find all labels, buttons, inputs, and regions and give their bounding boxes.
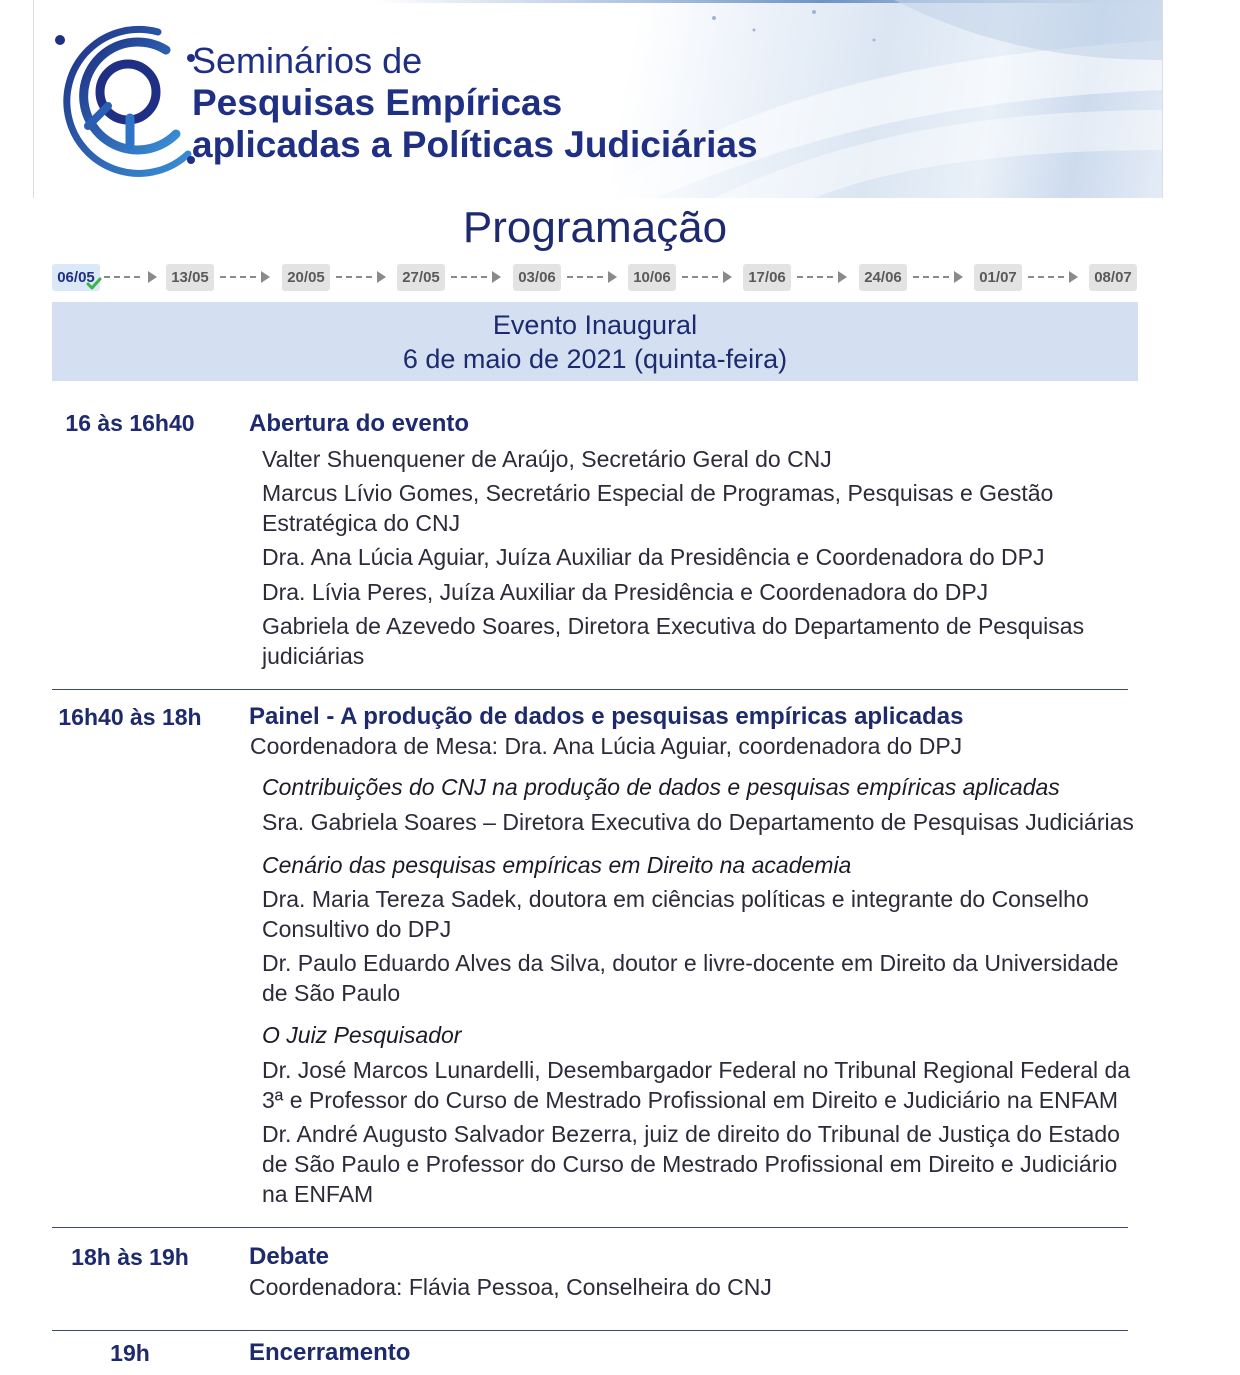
slot-title: Debate [249, 1243, 330, 1270]
speaker-line: de São Paulo [262, 980, 401, 1006]
timeline-date-label: 27/05 [402, 269, 440, 286]
coordinator-line: Coordenadora: Flávia Pessoa, Conselheira do CNJ [249, 1274, 772, 1300]
arrow-right-icon [492, 271, 501, 283]
slot-time: 18h às 19h [71, 1244, 189, 1270]
coordinator-line: Coordenadora de Mesa: Dra. Ana Lúcia Aguiar, coordenadora do DPJ [250, 733, 963, 759]
speaker-line: Gabriela de Azevedo Soares, Diretora Executiva do Departamento de Pesquisas [262, 613, 1085, 639]
speaker-line: Valter Shuenquener de Araújo, Secretário Geral do CNJ [262, 446, 832, 472]
timeline-connector [797, 276, 835, 278]
arrow-right-icon [954, 271, 963, 283]
arrow-right-icon [838, 271, 847, 283]
timeline-date[interactable] [628, 264, 676, 291]
slot-time: 16h40 às 18h [58, 704, 202, 730]
topic-title: Contribuições do CNJ na produção de dados e pesquisas empíricas aplicadas [262, 774, 1060, 800]
timeline-connector [451, 276, 489, 278]
speaker-line: Dra. Lívia Peres, Juíza Auxiliar da Presidência e Coordenadora do DPJ [262, 579, 989, 605]
topic-title: O Juiz Pesquisador [262, 1022, 462, 1048]
timeline-date-label: 03/06 [518, 269, 556, 286]
arrow-right-icon [148, 271, 157, 283]
timeline-date[interactable] [282, 264, 330, 291]
slot-time: 16 às 16h40 [65, 410, 195, 436]
row-divider [52, 689, 1128, 690]
banner-title-line-1: Seminários de [192, 40, 423, 81]
banner-title-line-2: Pesquisas Empíricas [192, 82, 563, 123]
timeline-date-active[interactable] [52, 264, 100, 291]
timeline-date-label: 08/07 [1094, 269, 1132, 286]
timeline-date[interactable] [859, 264, 907, 291]
timeline-date[interactable] [1089, 264, 1137, 291]
timeline-connector [567, 276, 605, 278]
speaker-line: Consultivo do DPJ [262, 916, 452, 942]
speaker-line: Dr. Paulo Eduardo Alves da Silva, doutor e livre-docente em Direito da Universidade [262, 950, 1119, 976]
speaker-line: na ENFAM [262, 1181, 374, 1207]
timeline-date[interactable] [513, 264, 561, 291]
banner-title-line-3: aplicadas a Políticas Judiciárias [192, 124, 758, 165]
slot-title: Encerramento [249, 1339, 411, 1366]
speaker-line: 3ª e Professor do Curso de Mestrado Profissional em Direito e Judiciário na ENFAM [262, 1087, 1119, 1113]
slot-title: Abertura do evento [249, 410, 470, 437]
speaker-line: Dr. André Augusto Salvador Bezerra, juiz de direito do Tribunal de Justiça do Estado [262, 1121, 1120, 1147]
header-banner [33, 0, 1163, 198]
date-timeline [52, 264, 1142, 292]
page-title: Programação [462, 203, 728, 252]
speaker-line: Estratégica do CNJ [262, 510, 461, 536]
event-date: 6 de maio de 2021 (quinta-feira) [402, 344, 788, 374]
arrow-right-icon [723, 271, 732, 283]
slot-time: 19h [110, 1340, 150, 1366]
schedule-slot-opening [52, 408, 1128, 678]
timeline-connector [104, 276, 144, 278]
arrow-right-icon [377, 271, 386, 283]
arrow-right-icon [261, 271, 270, 283]
timeline-date-label: 06/05 [57, 269, 95, 286]
arrow-right-icon [1069, 271, 1078, 283]
timeline-connector [220, 276, 258, 278]
timeline-date[interactable] [743, 264, 791, 291]
timeline-date-label: 24/06 [864, 269, 902, 286]
timeline-connector [336, 276, 374, 278]
banner-title [192, 40, 758, 166]
speaker-line: Sra. Gabriela Soares – Diretora Executiva do Departamento de Pesquisas Judiciárias [262, 809, 1134, 835]
event-header [52, 302, 1138, 381]
timeline-date-label: 20/05 [287, 269, 325, 286]
speaker-line: Dra. Maria Tereza Sadek, doutora em ciências políticas e integrante do Conselho [262, 886, 1089, 912]
speaker-line: Marcus Lívio Gomes, Secretário Especial de Programas, Pesquisas e Gestão [262, 480, 1054, 506]
schedule-slot-panel [52, 700, 1134, 1220]
speaker-line: de São Paulo e Professor do Curso de Mestrado Profissional em Direito e Judiciário [262, 1151, 1118, 1177]
slot-title: Painel - A produção de dados e pesquisas empíricas aplicadas [249, 703, 964, 730]
row-divider [52, 1227, 1128, 1228]
timeline-date-label: 13/05 [171, 269, 209, 286]
speaker-line: judiciárias [262, 643, 365, 669]
check-icon [86, 277, 102, 291]
row-divider [52, 1330, 1128, 1331]
timeline-date[interactable] [166, 264, 214, 291]
timeline-date-label: 01/07 [979, 269, 1017, 286]
schedule-slot-closing [52, 1338, 1128, 1374]
timeline-date-label: 10/06 [633, 269, 671, 286]
timeline-connector [682, 276, 720, 278]
timeline-date-label: 17/06 [748, 269, 786, 286]
schedule-slot-debate [52, 1240, 1128, 1320]
speaker-line: Dr. José Marcos Lunardelli, Desembargador Federal no Tribunal Regional Federal da [262, 1057, 1131, 1083]
timeline-connector [913, 276, 951, 278]
event-name: Evento Inaugural [492, 310, 698, 340]
timeline-connector [1028, 276, 1066, 278]
arrow-right-icon [608, 271, 617, 283]
speaker-line: Dra. Ana Lúcia Aguiar, Juíza Auxiliar da Presidência e Coordenadora do DPJ [262, 544, 1045, 570]
timeline-date[interactable] [397, 264, 445, 291]
timeline-date[interactable] [974, 264, 1022, 291]
topic-title: Cenário das pesquisas empíricas em Direito na academia [262, 852, 852, 878]
